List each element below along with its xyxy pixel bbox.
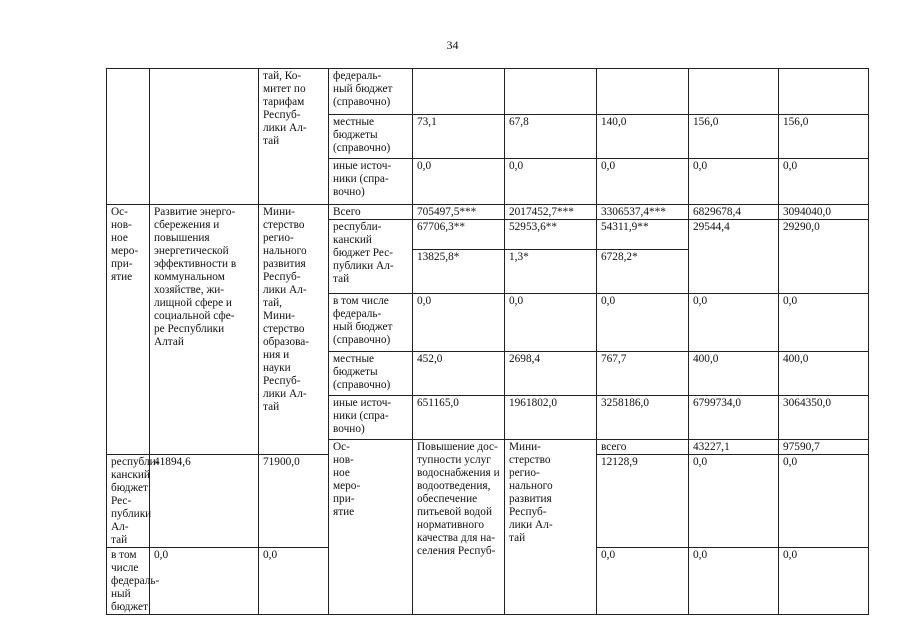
value-cell: 41894,6 bbox=[150, 455, 259, 548]
value-cell: 156,0 bbox=[779, 115, 869, 159]
type-cell bbox=[107, 69, 150, 205]
source-cell: всего bbox=[597, 440, 689, 455]
budget-table bbox=[106, 68, 869, 615]
value-cell: 767,7 bbox=[597, 352, 689, 396]
value-cell: 1961802,0 bbox=[505, 396, 597, 440]
value-cell: 400,0 bbox=[779, 352, 869, 396]
value-cell bbox=[505, 69, 597, 115]
value-cell bbox=[597, 69, 689, 115]
value-cell: 6799734,0 bbox=[689, 396, 779, 440]
value-cell: 0,0 bbox=[150, 548, 259, 615]
source-cell: республи- канский бюджет Рес- публики Ал- тай bbox=[329, 220, 413, 294]
source-cell: иные источ- ники (спра- вочно) bbox=[329, 159, 413, 205]
type-cell: Ос- нов- ное меро- при- ятие bbox=[107, 205, 150, 455]
value-cell: 67706,3** bbox=[413, 220, 505, 250]
value-cell: 2017452,7*** bbox=[505, 205, 597, 220]
value-cell: 52953,6** bbox=[505, 220, 597, 250]
value-cell: 6829678,4 bbox=[689, 205, 779, 220]
value-cell: 0,0 bbox=[779, 294, 869, 352]
executor-cell: Мини- стерство регио- нального развития Респуб- лики Ал- тай bbox=[505, 440, 597, 615]
value-cell: 3064350,0 bbox=[779, 396, 869, 440]
executor-cell: тай, Ко- митет по тарифам Респуб- лики Ал- тай bbox=[259, 69, 329, 205]
value-cell: 0,0 bbox=[597, 548, 689, 615]
value-cell: 0,0 bbox=[779, 159, 869, 205]
source-cell: иные источ- ники (спра- вочно) bbox=[329, 396, 413, 440]
value-cell bbox=[779, 69, 869, 115]
table-row bbox=[107, 205, 869, 220]
value-cell: 0,0 bbox=[779, 548, 869, 615]
source-cell: республи- канский бюджет Рес- публики Ал- тай bbox=[107, 455, 150, 548]
source-cell: в том числе федераль- ный бюджет (справочно) bbox=[329, 294, 413, 352]
value-cell: 0,0 bbox=[259, 548, 329, 615]
value-cell: 43227,1 bbox=[689, 440, 779, 455]
value-cell: 140,0 bbox=[597, 115, 689, 159]
value-cell: 0,0 bbox=[413, 159, 505, 205]
value-cell: 67,8 bbox=[505, 115, 597, 159]
value-cell: 0,0 bbox=[689, 159, 779, 205]
value-cell: 73,1 bbox=[413, 115, 505, 159]
executor-cell: Мини- стерство регио- нального развития Респуб- лики Ал- тай, Мини- стерство образова- ния и науки Респуб- лики Ал- тай bbox=[259, 205, 329, 455]
value-cell: 3306537,4*** bbox=[597, 205, 689, 220]
name-cell bbox=[150, 69, 259, 205]
value-cell: 71900,0 bbox=[259, 455, 329, 548]
value-cell: 54311,9** bbox=[597, 220, 689, 250]
source-cell: Всего bbox=[329, 205, 413, 220]
source-cell: федераль- ный бюджет (справочно) bbox=[329, 69, 413, 115]
value-cell: 0,0 bbox=[689, 455, 779, 548]
table-row bbox=[107, 69, 869, 115]
value-cell: 0,0 bbox=[505, 294, 597, 352]
value-cell: 0,0 bbox=[597, 294, 689, 352]
value-cell: 156,0 bbox=[689, 115, 779, 159]
value-cell: 0,0 bbox=[413, 294, 505, 352]
name-cell: Развитие энерго- сбережения и повышения энергетической эффективности в коммунальном хозяйстве, жи- лищной сфере и социальной сфе- ре Республики Алтай bbox=[150, 205, 259, 455]
value-cell: 29544,4 bbox=[689, 220, 779, 294]
value-cell: 651165,0 bbox=[413, 396, 505, 440]
source-cell: местные бюджеты (справочно) bbox=[329, 352, 413, 396]
source-cell: местные бюджеты (справочно) bbox=[329, 115, 413, 159]
value-cell: 0,0 bbox=[505, 159, 597, 205]
type-cell: Ос- нов- ное меро- при- ятие bbox=[329, 440, 413, 615]
page-number: 34 bbox=[446, 38, 459, 52]
value-cell: 0,0 bbox=[779, 455, 869, 548]
value-cell bbox=[689, 69, 779, 115]
value-cell bbox=[413, 69, 505, 115]
value-cell: 3094040,0 bbox=[779, 205, 869, 220]
value-cell: 0,0 bbox=[689, 294, 779, 352]
value-cell: 400,0 bbox=[689, 352, 779, 396]
value-cell: 0,0 bbox=[597, 159, 689, 205]
value-cell: 12128,9 bbox=[597, 455, 689, 548]
value-cell: 452,0 bbox=[413, 352, 505, 396]
value-cell: 1,3* bbox=[505, 250, 597, 294]
value-cell: 97590,7 bbox=[779, 440, 869, 455]
value-cell: 29290,0 bbox=[779, 220, 869, 294]
value-cell: 13825,8* bbox=[413, 250, 505, 294]
source-cell: в том числе федераль- ный бюджет bbox=[107, 548, 150, 615]
value-cell: 3258186,0 bbox=[597, 396, 689, 440]
name-cell: Повышение дос- тупности услуг водоснабжения и водоотведения, обеспечение питьевой водой нормативного качества для на- селения Респуб- bbox=[413, 440, 505, 615]
value-cell: 705497,5*** bbox=[413, 205, 505, 220]
value-cell: 6728,2* bbox=[597, 250, 689, 294]
value-cell: 2698,4 bbox=[505, 352, 597, 396]
value-cell: 0,0 bbox=[689, 548, 779, 615]
